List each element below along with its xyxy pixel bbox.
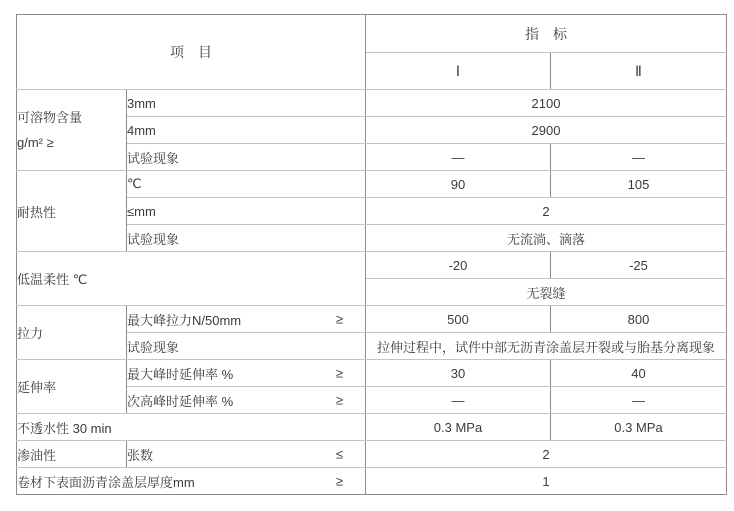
soluble-category-cell (17, 90, 127, 171)
row-tensile-force (17, 306, 727, 333)
soluble-4mm-value: 2900 (366, 117, 727, 144)
elongation-max-value-2: 40 (551, 360, 727, 387)
row-impermeability (17, 414, 727, 441)
tensile-force-value-2: 800 (551, 306, 727, 333)
row-heat-temp (17, 171, 727, 198)
row-oil-penetration (17, 441, 727, 468)
elongation-second-ge-symbol: ≥ (335, 392, 343, 408)
coating-ge-symbol: ≥ (335, 473, 343, 489)
impermeability-value-1: 0.3 MPa (366, 414, 551, 441)
row-coating-thickness (17, 468, 727, 495)
soluble-test-value-1: — (366, 144, 551, 171)
impermeability-value-2: 0.3 MPa (551, 414, 727, 441)
elongation-max-label: 最大峰时延伸率 % (127, 366, 234, 382)
heat-category-cell: 耐热性 (17, 171, 127, 252)
tensile-force-ge-symbol: ≥ (335, 311, 343, 327)
soluble-4mm-label: 4mm (127, 117, 366, 144)
heat-mm-value: 2 (366, 198, 727, 225)
tensile-category-cell: 拉力 (17, 306, 127, 360)
heat-temp-value-2: 105 (551, 171, 727, 198)
elongation-max-value-1: 30 (366, 360, 551, 387)
elongation-max-ge-symbol: ≥ (335, 365, 343, 381)
row-soluble-3mm (17, 90, 727, 117)
elongation-category-cell: 延伸率 (17, 360, 127, 414)
tensile-force-label: 最大峰拉力N/50mm (127, 312, 242, 328)
elongation-second-label: 次高峰时延伸率 % (127, 393, 234, 409)
heat-test-value: 无流淌、滴落 (366, 225, 727, 252)
heat-temp-value-1: 90 (366, 171, 551, 198)
coating-value: 1 (366, 468, 727, 495)
header-grade-1-cell: Ⅰ (366, 53, 551, 90)
coating-label-cell (17, 468, 366, 495)
row-lowtemp-values (17, 252, 727, 279)
oil-category-cell: 渗油性 (17, 441, 127, 468)
soluble-test-label: 试验现象 (127, 144, 366, 171)
heat-test-label: 试验现象 (127, 225, 366, 252)
header-row-top (17, 15, 727, 53)
lowtemp-value-2: -25 (551, 252, 727, 279)
heat-mm-label: ≤mm (127, 198, 366, 225)
oil-label: 张数 (127, 447, 154, 463)
oil-value: 2 (366, 441, 727, 468)
heat-temp-label: ℃ (127, 171, 366, 198)
lowtemp-category-cell: 低温柔性 ℃ (17, 252, 366, 306)
tensile-test-label: 试验现象 (127, 333, 366, 360)
row-elongation-max (17, 360, 727, 387)
impermeability-label: 不透水性 30 min (17, 414, 366, 441)
soluble-3mm-label: 3mm (127, 90, 366, 117)
lowtemp-merged-value: 无裂缝 (366, 279, 727, 306)
oil-label-cell (127, 441, 366, 468)
header-index-cell: 指 标 (366, 15, 727, 53)
soluble-3mm-value: 2100 (366, 90, 727, 117)
coating-label: 卷材下表面沥青涂盖层厚度mm (17, 474, 195, 490)
elongation-second-label-cell (127, 387, 366, 414)
header-item-cell: 项 目 (17, 15, 366, 90)
soluble-test-value-2: — (551, 144, 727, 171)
elongation-max-label-cell (127, 360, 366, 387)
lowtemp-value-1: -20 (366, 252, 551, 279)
oil-le-symbol: ≤ (335, 446, 343, 462)
elongation-second-value-1: — (366, 387, 551, 414)
header-grade-2-cell: Ⅱ (551, 53, 727, 90)
soluble-category-line2: g/m² ≥ (17, 135, 54, 150)
tensile-force-label-cell (127, 306, 366, 333)
tensile-force-value-1: 500 (366, 306, 551, 333)
elongation-second-value-2: — (551, 387, 727, 414)
spec-table (16, 14, 727, 495)
tensile-test-value: 拉伸过程中，试件中部无沥青涂盖层开裂或与胎基分离现象 (366, 333, 727, 360)
soluble-category-line1: 可溶物含量 (17, 110, 83, 125)
